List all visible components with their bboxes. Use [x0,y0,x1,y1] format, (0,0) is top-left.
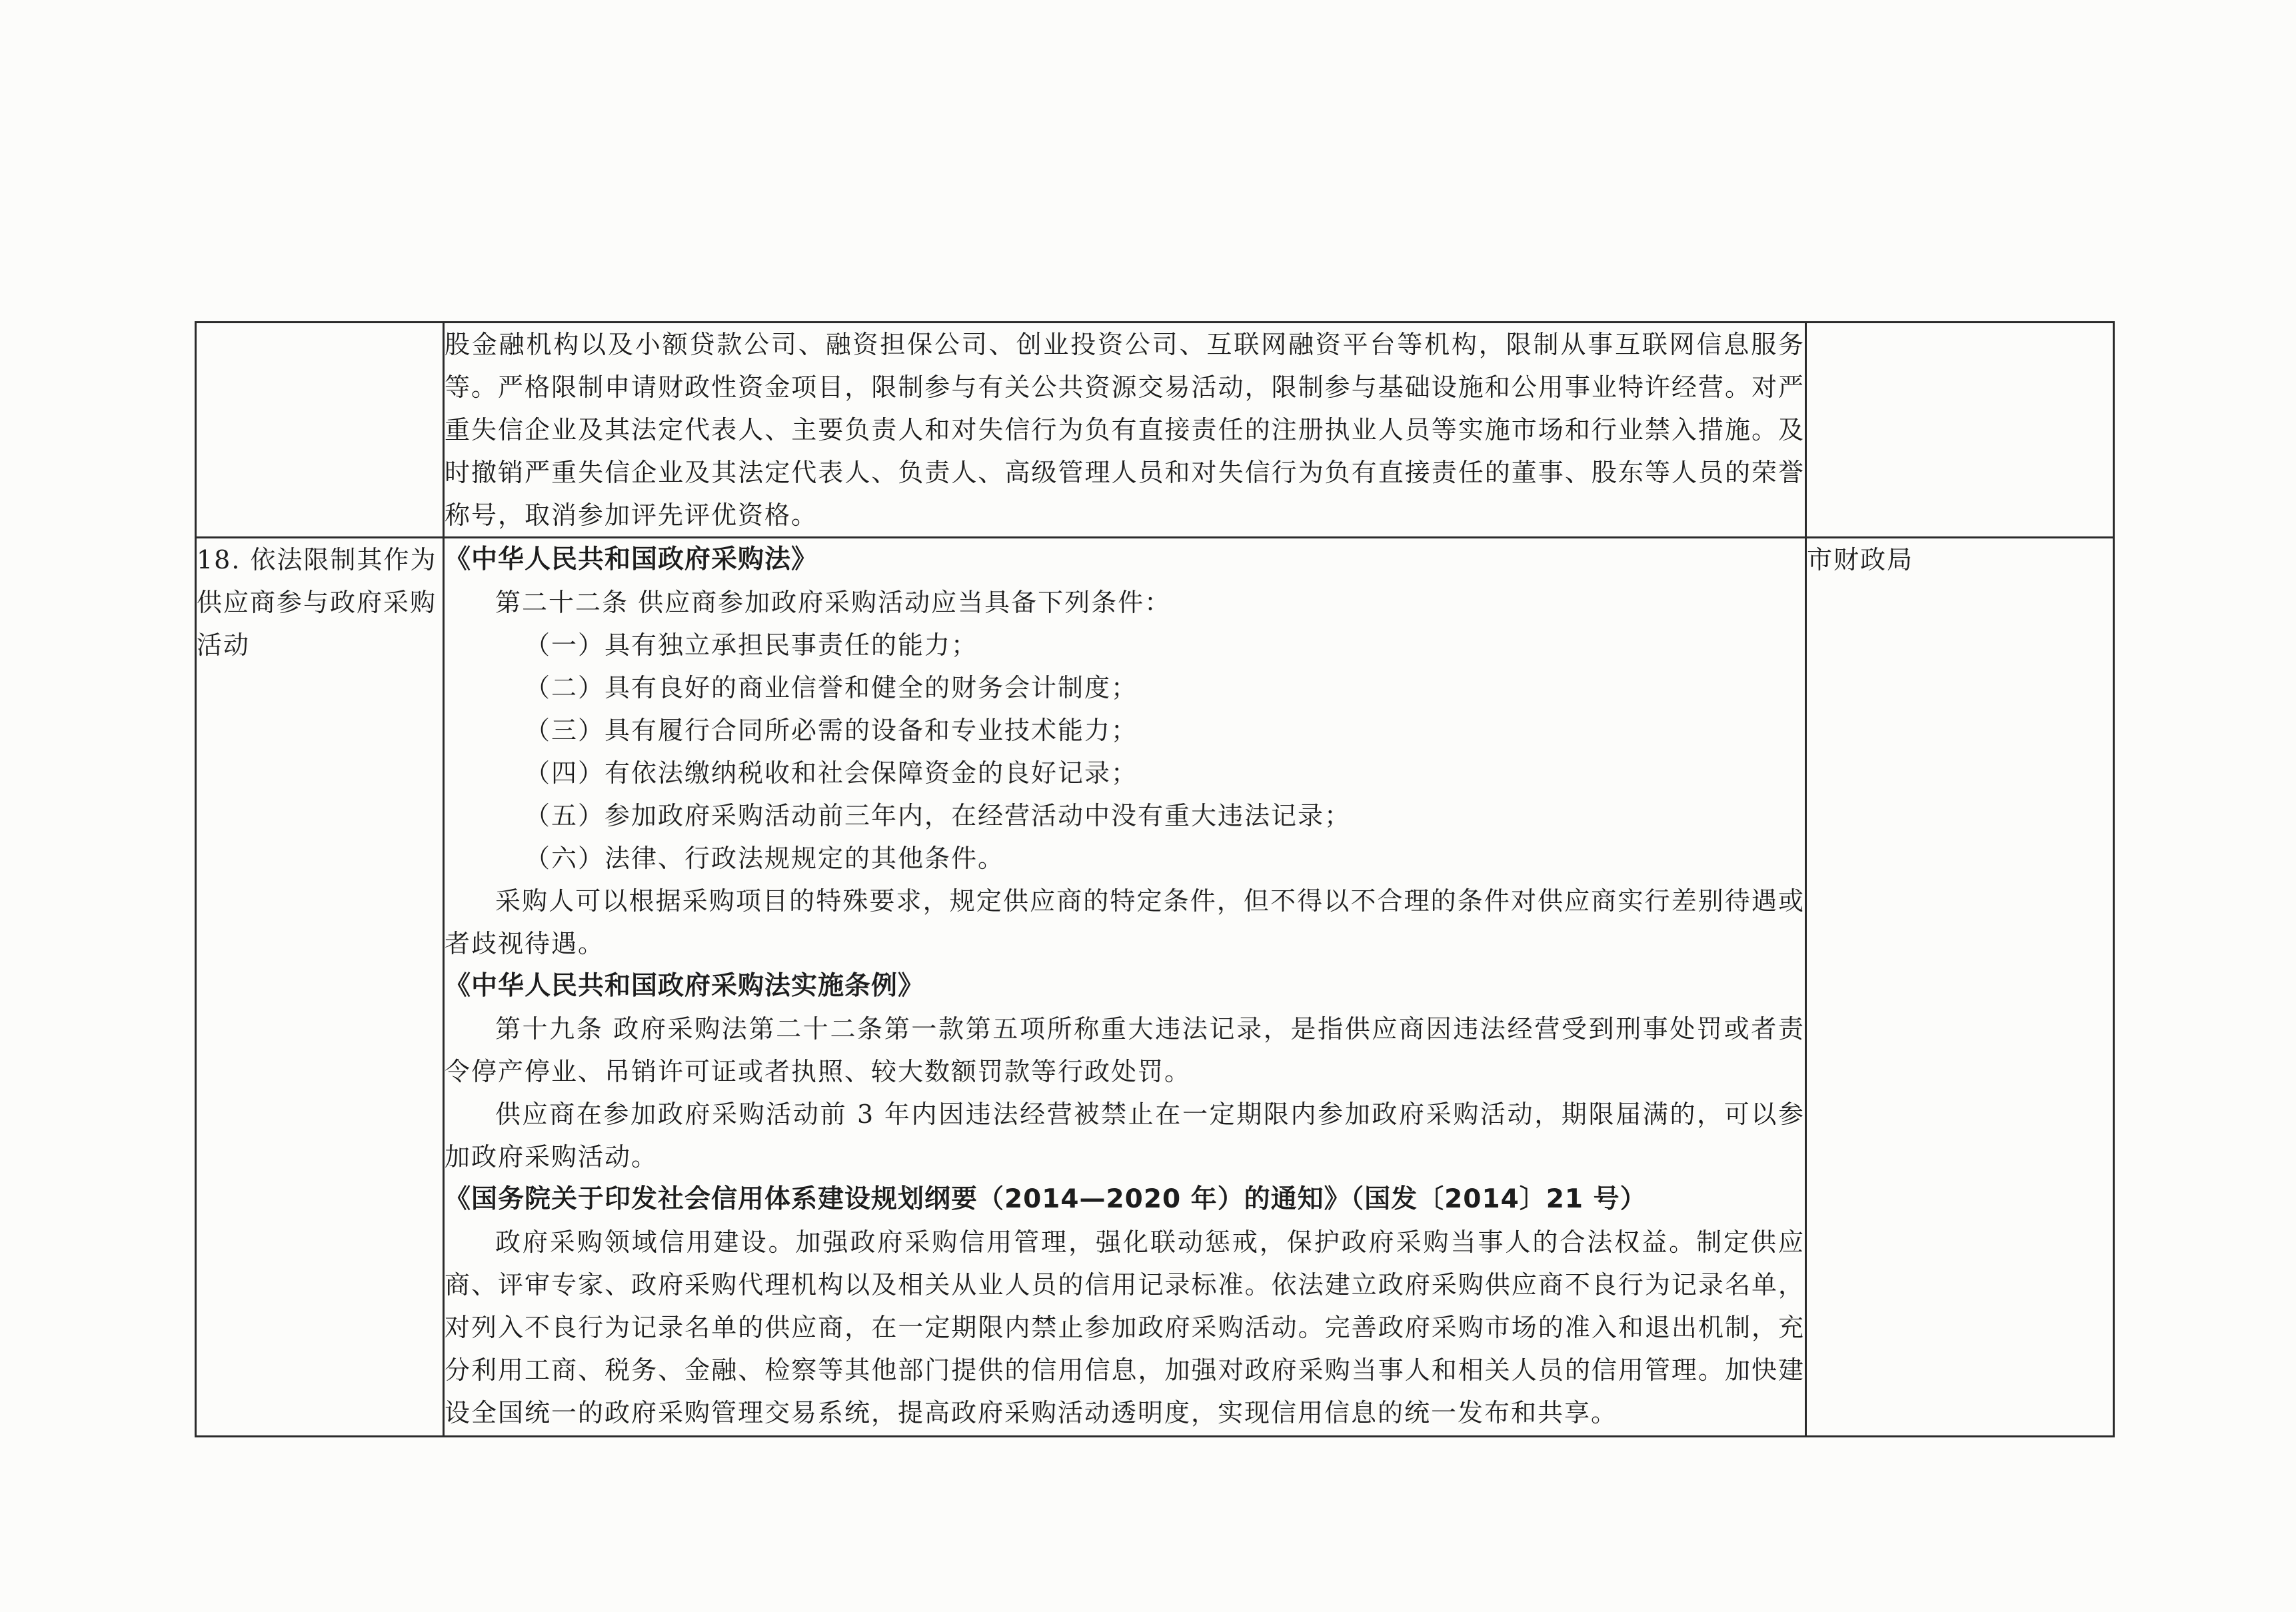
list-item: （三）具有履行合同所必需的设备和专业技术能力； [525,716,1138,745]
department-text: 市财政局 [1807,545,1914,574]
table-row [196,538,2114,1437]
measure-text: 18. 依法限制其作为供应商参与政府采购活动 [197,545,437,660]
law-title: 《国务院关于印发社会信用体系建设规划纲要（2014—2020 年）的通知》（国发〔2014〕21 号） [445,1184,1647,1214]
law-paragraph: 采购人可以根据采购项目的特殊要求，规定供应商的特定条件，但不得以不合理的条件对供应商实行差别待遇或者歧视待遇。 [445,886,1805,958]
measures-table [195,321,2115,1437]
content-cell [444,538,1806,1437]
law-title: 《中华人民共和国政府采购法》 [445,544,818,574]
law-paragraph: 供应商在参加政府采购活动前 3 年内因违法经营被禁止在一定期限内参加政府采购活动，期限届满的，可以参加政府采购活动。 [445,1100,1805,1172]
law-title: 《中华人民共和国政府采购法实施条例》 [445,971,925,1001]
list-item: （五）参加政府采购活动前三年内，在经营活动中没有重大违法记录； [525,801,1352,830]
table-row [196,323,2114,538]
content-cell [444,323,1806,538]
law-article: 第二十二条 供应商参加政府采购活动应当具备下列条件： [495,588,1172,617]
continued-paragraph: 股金融机构以及小额贷款公司、融资担保公司、创业投资公司、互联网融资平台等机构，限制从事互联网信息服务等。严格限制申请财政性资金项目，限制参与有关公共资源交易活动，限制参与基础设施和公用事业特许经营。对严重失信企业及其法定代表人、主要负责人和对失信行为负有直接责任的注册执业人员等实施市场和行业禁入措施。及时撤销严重失信企业及其法定代表人、负责人、高级管理人员和对失信行为负有直接责任的董事、股东等人员的荣誉称号，取消参加评先评优资格。 [445,330,1805,530]
list-item: （二）具有良好的商业信誉和健全的财务会计制度； [525,673,1138,702]
department-cell [1806,323,2114,538]
measure-cell [196,538,444,1437]
department-cell [1806,538,2114,1437]
list-item: （四）有依法缴纳税收和社会保障资金的良好记录； [525,758,1138,788]
list-item: （一）具有独立承担民事责任的能力； [525,630,978,660]
list-item: （六）法律、行政法规规定的其他条件。 [525,844,1005,873]
measure-cell [196,323,444,538]
law-paragraph: 第十九条 政府采购法第二十二条第一款第五项所称重大违法记录，是指供应商因违法经营受到刑事处罚或者责令停产停业、吊销许可证或者执照、较大数额罚款等行政处罚。 [445,1014,1805,1086]
law-paragraph: 政府采购领域信用建设。加强政府采购信用管理，强化联动惩戒，保护政府采购当事人的合法权益。制定供应商、评审专家、政府采购代理机构以及相关从业人员的信用记录标准。依法建立政府采购供应商不良行为记录名单，对列入不良行为记录名单的供应商，在一定期限内禁止参加政府采购活动。完善政府采购市场的准入和退出机制，充分利用工商、税务、金融、检察等其他部门提供的信用信息，加强对政府采购当事人和相关人员的信用管理。加快建设全国统一的政府采购管理交易系统，提高政府采购活动透明度，实现信用信息的统一发布和共享。 [445,1227,1805,1427]
